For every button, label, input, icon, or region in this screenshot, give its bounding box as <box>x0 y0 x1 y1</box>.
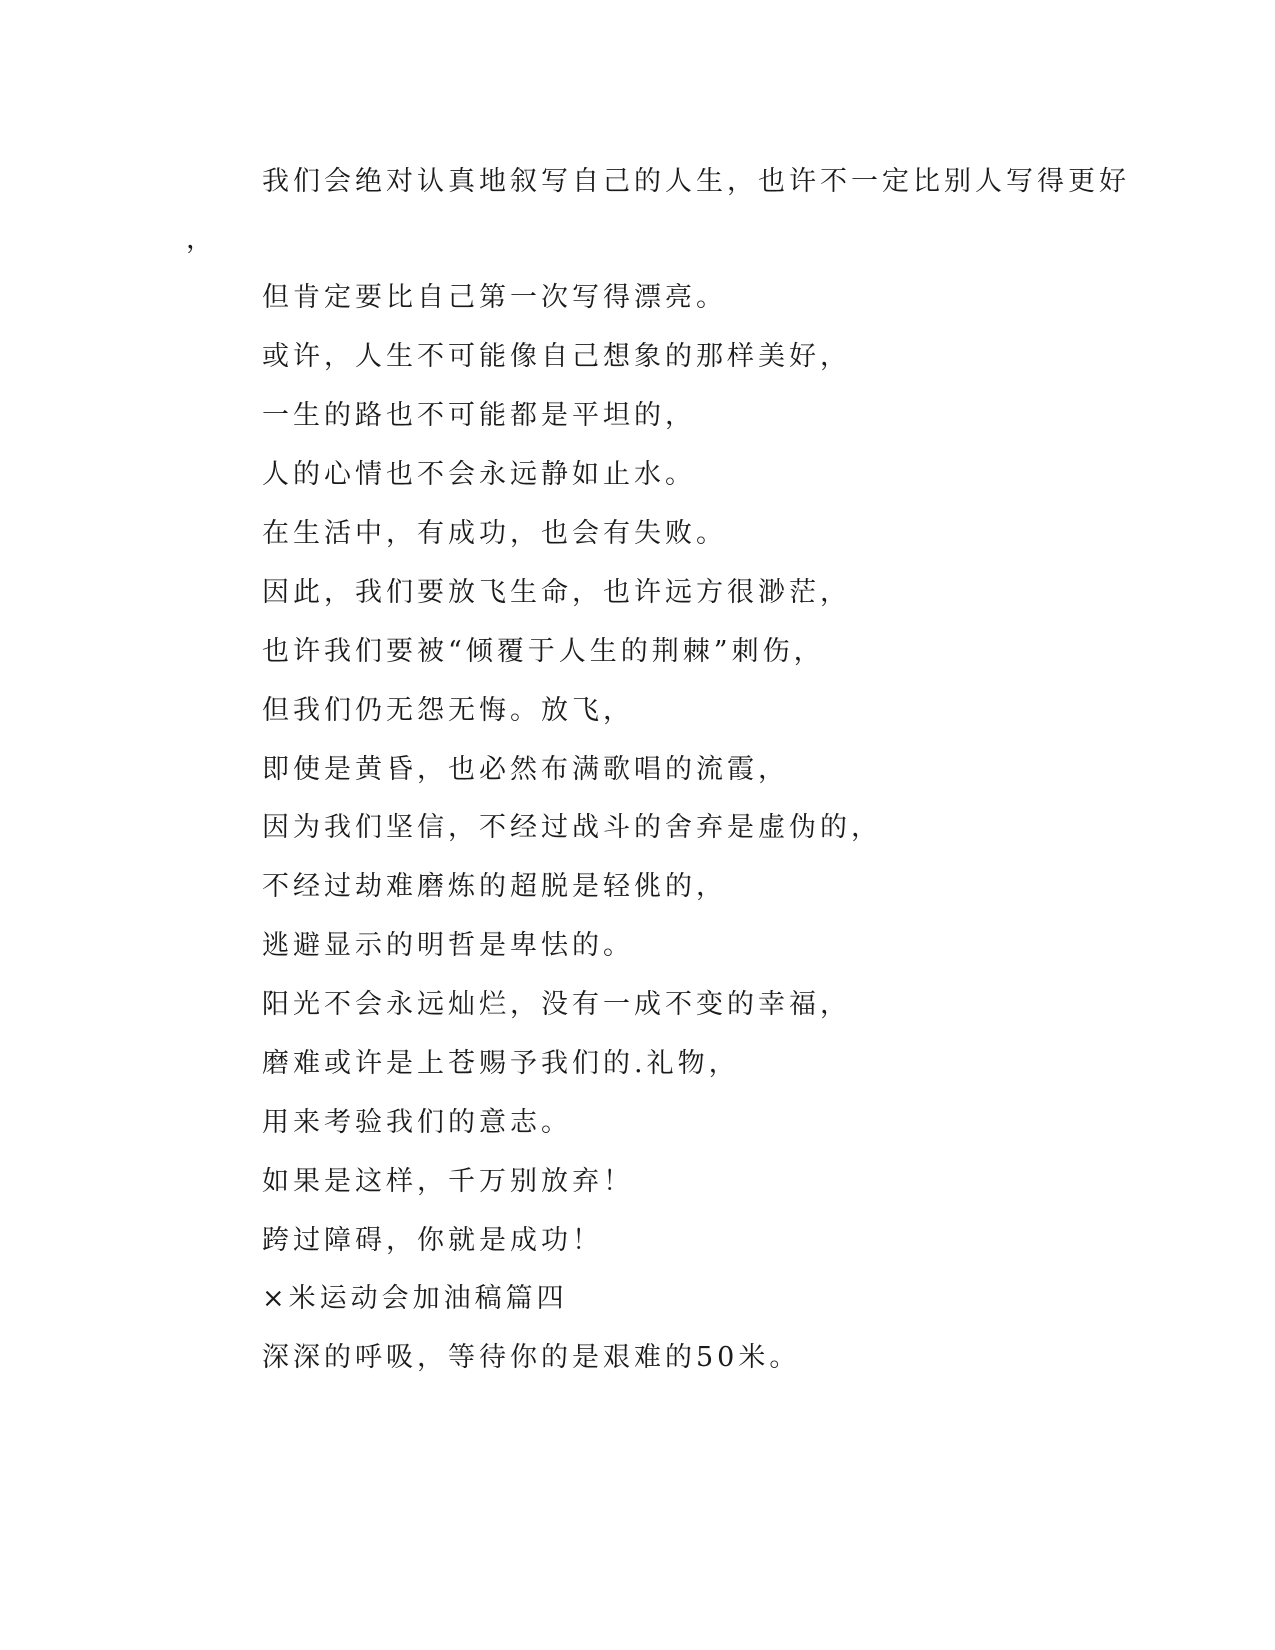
section-heading: ×米运动会加油稿篇四 <box>262 1283 568 1314</box>
text-line-18: 如果是这样，千万别放弃！ <box>262 1166 634 1197</box>
text-line-5: 一生的路也不可能都是平坦的， <box>262 400 696 431</box>
text-line-6: 人的心情也不会永远静如止水。 <box>262 459 696 490</box>
text-line-1: 我们会绝对认真地叙写自己的人生，也许不一定比别人写得更好 <box>262 166 1130 197</box>
text-line-7: 在生活中，有成功，也会有失败。 <box>262 518 727 549</box>
text-line-3: 但肯定要比自己第一次写得漂亮。 <box>262 282 727 313</box>
text-line-16: 磨难或许是上苍赐予我们的.礼物， <box>262 1048 740 1079</box>
text-line-10: 但我们仍无怨无悔。放飞， <box>262 695 634 726</box>
text-line-13: 不经过劫难磨炼的超脱是轻佻的， <box>262 871 727 902</box>
text-line-4: 或许，人生不可能像自己想象的那样美好， <box>262 341 851 372</box>
text-line-12: 因为我们坚信，不经过战斗的舍弃是虚伪的， <box>262 812 882 843</box>
text-line-15: 阳光不会永远灿烂，没有一成不变的幸福， <box>262 989 851 1020</box>
text-line-9: 也许我们要被“倾覆于人生的荆棘”刺伤， <box>262 636 825 667</box>
text-line-8: 因此，我们要放飞生命，也许远方很渺茫， <box>262 577 851 608</box>
text-line-21: 深深的呼吸，等待你的是艰难的50米。 <box>262 1342 801 1373</box>
text-line-14: 逃避显示的明哲是卑怯的。 <box>262 930 634 961</box>
text-line-2: ， <box>186 224 217 255</box>
text-line-17: 用来考验我们的意志。 <box>262 1107 572 1138</box>
text-line-11: 即使是黄昏，也必然布满歌唱的流霞， <box>262 754 789 785</box>
text-line-19: 跨过障碍，你就是成功！ <box>262 1225 603 1256</box>
